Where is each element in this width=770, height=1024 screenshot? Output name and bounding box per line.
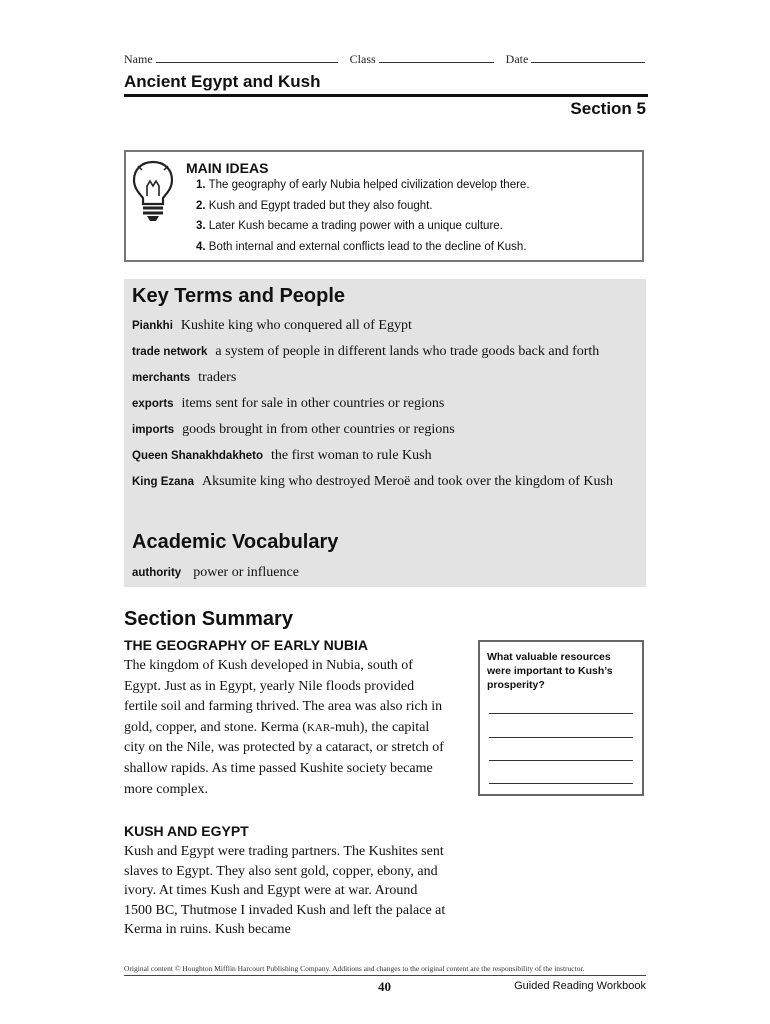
question-text: What valuable resources were important to Kush’s prosperity? [487, 651, 613, 691]
date-field[interactable] [531, 52, 645, 63]
lightbulb-icon [128, 156, 178, 222]
academic-vocabulary-heading: Academic Vocabulary [132, 531, 339, 553]
term-entry: King Ezana Aksumite king who destroyed Meroë and took over the kingdom of Kush [132, 474, 613, 489]
term-entry: Queen Shanakhdakheto the first woman to rule Kush [132, 448, 432, 463]
section-label: Section 5 [570, 99, 646, 118]
answer-line[interactable] [489, 760, 633, 761]
subsection-heading: THE GEOGRAPHY OF EARLY NUBIA [124, 637, 369, 653]
main-idea-item: 4. Both internal and external conflicts lead to the decline of Kush. [196, 241, 527, 253]
summary-paragraph: The kingdom of Kush developed in Nubia, south of Egypt. Just as in Egypt, yearly Nile floods provided fertile soil and farming thrived. The area was also rich in gold, copper, and stone. Kerma (KAR-muh), the capital city on the Nile, was protected by a cataract, or stretch of shallow rapids. As time passed Kushite society became more complex. [124, 658, 444, 797]
summary-paragraph: Kush and Egypt were trading partners. The Kushites sent slaves to Egypt. They also sent gold, copper, ebony, and ivory. At times Kush and Egypt were at war. Around 1500 BC, Thutmose I invaded Kush and left the palace at Kerma in ruins. Kush became [124, 844, 446, 938]
class-label: Class [349, 52, 376, 66]
main-idea-item: 1. The geography of early Nubia helped civilization develop there. [196, 179, 530, 191]
term-entry: trade network a system of people in different lands who trade goods back and forth [132, 344, 600, 359]
main-idea-item: 2. Kush and Egypt traded but they also fought. [196, 200, 433, 212]
title-rule [124, 94, 648, 97]
section-summary-heading: Section Summary [124, 608, 293, 630]
main-ideas-title: MAIN IDEAS [186, 160, 269, 176]
answer-line[interactable] [489, 713, 633, 714]
name-label: Name [124, 52, 153, 66]
footer-rule [124, 975, 646, 976]
header-fields [124, 52, 645, 67]
term-entry: exports items sent for sale in other countries or regions [132, 396, 445, 411]
term-entry: merchants traders [132, 370, 237, 385]
term-entry: imports goods brought in from other countries or regions [132, 422, 455, 437]
date-label: Date [505, 52, 529, 66]
copyright-notice: Original content © Houghton Mifflin Harcourt Publishing Company. Additions and changes to the original content are the responsibility of the instructor. [124, 964, 585, 973]
answer-line[interactable] [489, 783, 633, 784]
vocabulary-entry: authority power or influence [132, 565, 299, 580]
answer-line[interactable] [489, 737, 633, 738]
class-field[interactable] [379, 52, 494, 63]
main-idea-item: 3. Later Kush became a trading power with a unique culture. [196, 220, 503, 232]
workbook-title: Guided Reading Workbook [514, 980, 646, 992]
page-number: 40 [378, 979, 391, 994]
chapter-title: Ancient Egypt and Kush [124, 72, 321, 91]
name-field[interactable] [156, 52, 338, 63]
subsection-heading: KUSH AND EGYPT [124, 823, 249, 839]
key-terms-heading: Key Terms and People [132, 285, 346, 307]
term-entry: Piankhi Kushite king who conquered all of Egypt [132, 318, 412, 333]
